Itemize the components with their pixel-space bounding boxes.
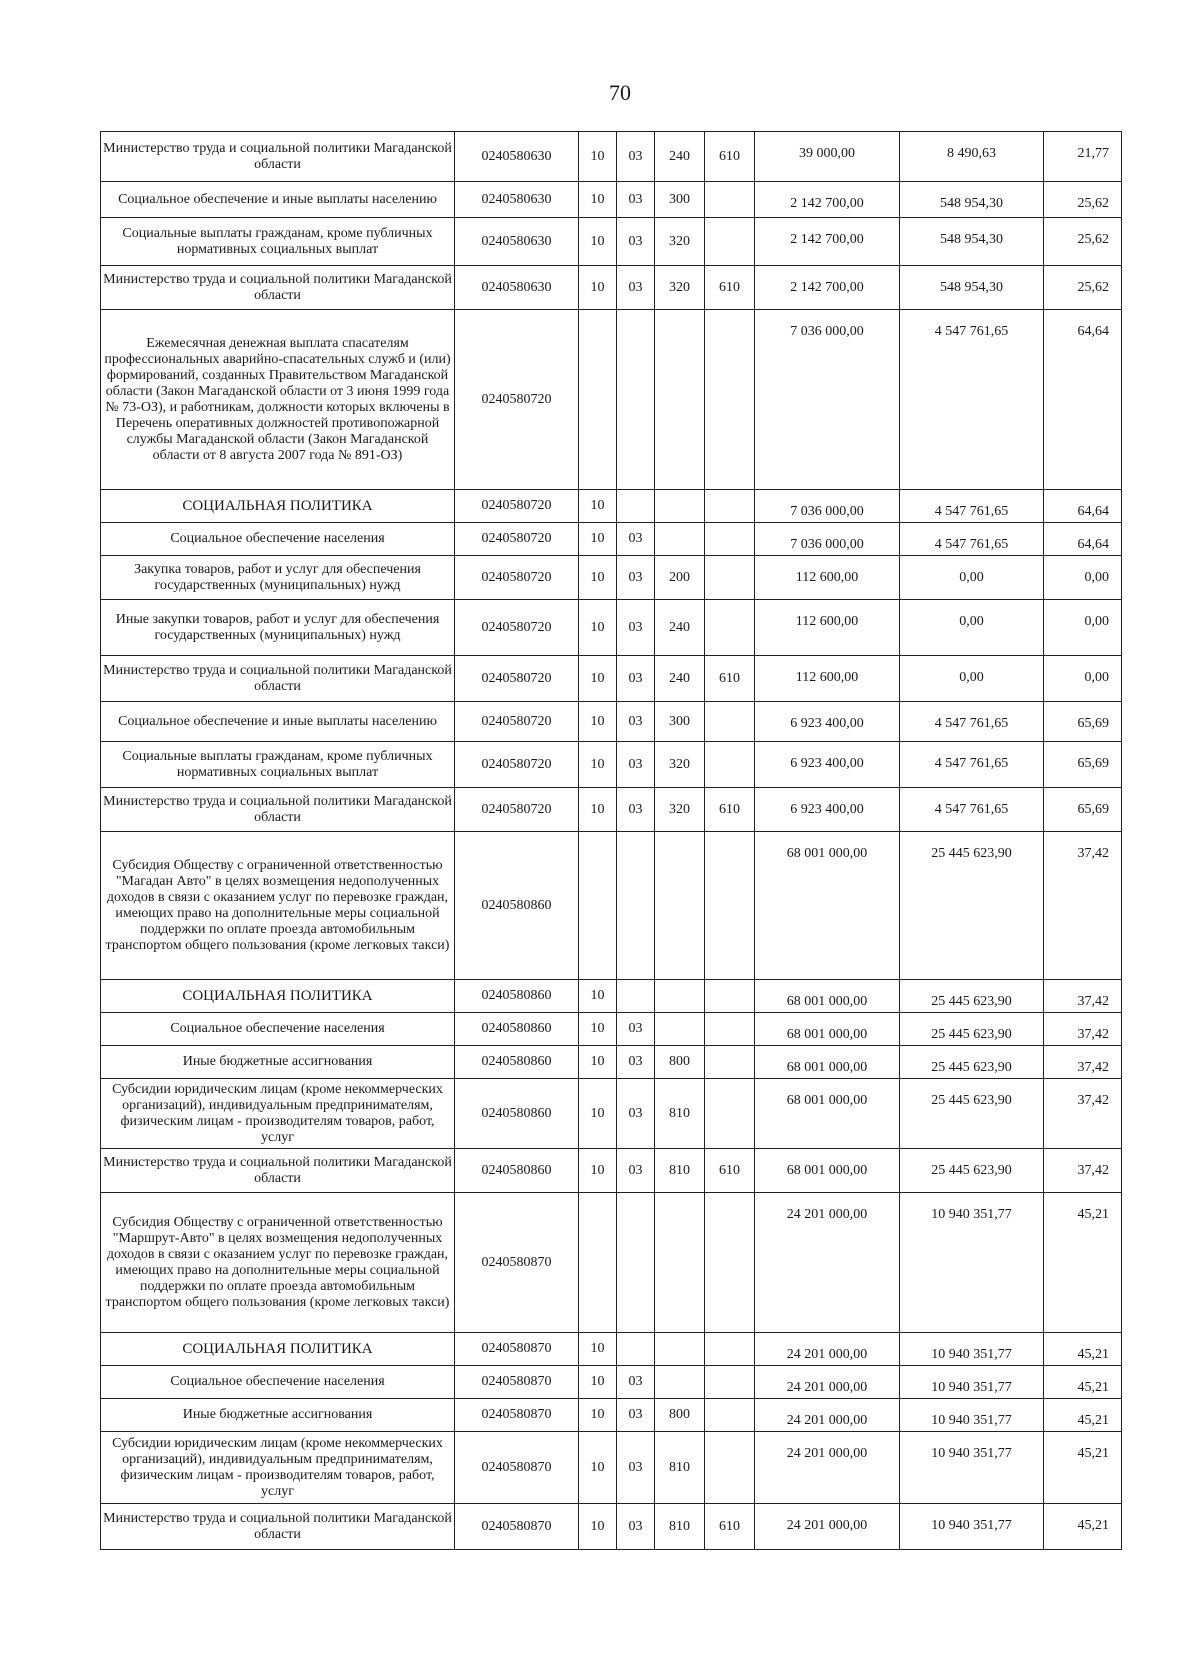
cell-actual-amount: 25 445 623,90 (900, 1013, 1044, 1046)
cell-admin-code (705, 1193, 755, 1333)
cell-execution-percent: 25,62 (1044, 182, 1122, 218)
cell-target-code: 0240580720 (455, 656, 579, 702)
cell-subsection-code: 03 (617, 556, 655, 600)
cell-name: Министерство труда и социальной политики Магаданской области (101, 1504, 455, 1550)
cell-section-code: 10 (579, 1333, 617, 1366)
cell-actual-amount: 4 547 761,65 (900, 490, 1044, 523)
table-row (101, 832, 1122, 980)
cell-target-code: 0240580720 (455, 742, 579, 788)
cell-target-code: 0240580720 (455, 490, 579, 523)
cell-expense-type-code (655, 1193, 705, 1333)
cell-name: Субсидии юридическим лицам (кроме некоммерческих организаций), индивидуальным предпринимателям, физическим лицам - производителям товаров, работ, услуг (101, 1079, 455, 1149)
cell-target-code: 0240580720 (455, 556, 579, 600)
cell-admin-code (705, 1013, 755, 1046)
table-row (101, 1193, 1122, 1333)
cell-name: Социальные выплаты гражданам, кроме публичных нормативных социальных выплат (101, 218, 455, 266)
cell-target-code: 0240580870 (455, 1504, 579, 1550)
cell-admin-code: 610 (705, 1504, 755, 1550)
cell-subsection-code: 03 (617, 788, 655, 832)
cell-subsection-code (617, 832, 655, 980)
cell-execution-percent: 64,64 (1044, 490, 1122, 523)
cell-subsection-code: 03 (617, 266, 655, 310)
table-row (101, 266, 1122, 310)
cell-name: Министерство труда и социальной политики Магаданской области (101, 788, 455, 832)
cell-subsection-code: 03 (617, 1504, 655, 1550)
cell-subsection-code: 03 (617, 1079, 655, 1149)
table-row (101, 182, 1122, 218)
table-body (101, 132, 1122, 1550)
cell-subsection-code: 03 (617, 1046, 655, 1079)
cell-expense-type-code: 320 (655, 742, 705, 788)
cell-actual-amount: 25 445 623,90 (900, 1079, 1044, 1149)
cell-actual-amount: 4 547 761,65 (900, 310, 1044, 490)
cell-expense-type-code: 320 (655, 266, 705, 310)
cell-section-code: 10 (579, 523, 617, 556)
cell-subsection-code: 03 (617, 600, 655, 656)
cell-name: Социальное обеспечение населения (101, 1366, 455, 1399)
cell-expense-type-code: 800 (655, 1399, 705, 1432)
cell-planned-amount: 68 001 000,00 (755, 980, 900, 1013)
cell-expense-type-code: 240 (655, 656, 705, 702)
cell-planned-amount: 24 201 000,00 (755, 1504, 900, 1550)
cell-name: Социальное обеспечение населения (101, 1013, 455, 1046)
cell-planned-amount: 6 923 400,00 (755, 788, 900, 832)
table-row (101, 1399, 1122, 1432)
cell-subsection-code: 03 (617, 742, 655, 788)
cell-name: Министерство труда и социальной политики Магаданской области (101, 1149, 455, 1193)
cell-planned-amount: 68 001 000,00 (755, 1149, 900, 1193)
table-row (101, 490, 1122, 523)
cell-name: Иные бюджетные ассигнования (101, 1399, 455, 1432)
cell-admin-code (705, 1399, 755, 1432)
cell-actual-amount: 10 940 351,77 (900, 1333, 1044, 1366)
cell-actual-amount: 10 940 351,77 (900, 1193, 1044, 1333)
cell-target-code: 0240580860 (455, 980, 579, 1013)
cell-execution-percent: 64,64 (1044, 523, 1122, 556)
cell-target-code: 0240580630 (455, 266, 579, 310)
cell-section-code: 10 (579, 1149, 617, 1193)
cell-execution-percent: 37,42 (1044, 1013, 1122, 1046)
cell-admin-code (705, 490, 755, 523)
cell-target-code: 0240580720 (455, 702, 579, 742)
cell-target-code: 0240580870 (455, 1432, 579, 1504)
cell-planned-amount: 7 036 000,00 (755, 523, 900, 556)
table-row (101, 132, 1122, 182)
cell-section-code (579, 832, 617, 980)
cell-execution-percent: 0,00 (1044, 600, 1122, 656)
cell-name: Субсидия Обществу с ограниченной ответственностью "Маршрут-Авто" в целях возмещения недополученных доходов в связи с оказанием услуг по перевозке граждан, имеющих право на дополнительные меры социальной поддержки по оплате проезда автомобильным транспортом общего пользования (кроме легковых такси) (101, 1193, 455, 1333)
cell-planned-amount: 6 923 400,00 (755, 742, 900, 788)
cell-execution-percent: 45,21 (1044, 1366, 1122, 1399)
cell-section-code: 10 (579, 266, 617, 310)
cell-actual-amount: 25 445 623,90 (900, 1149, 1044, 1193)
cell-subsection-code: 03 (617, 1432, 655, 1504)
table-row (101, 702, 1122, 742)
cell-target-code: 0240580870 (455, 1193, 579, 1333)
cell-expense-type-code (655, 1333, 705, 1366)
cell-section-code: 10 (579, 490, 617, 523)
cell-execution-percent: 25,62 (1044, 266, 1122, 310)
cell-execution-percent: 65,69 (1044, 702, 1122, 742)
cell-target-code: 0240580860 (455, 1046, 579, 1079)
cell-execution-percent: 45,21 (1044, 1432, 1122, 1504)
cell-subsection-code: 03 (617, 218, 655, 266)
cell-section-code: 10 (579, 742, 617, 788)
cell-execution-percent: 64,64 (1044, 310, 1122, 490)
cell-actual-amount: 0,00 (900, 656, 1044, 702)
cell-planned-amount: 68 001 000,00 (755, 1013, 900, 1046)
cell-execution-percent: 45,21 (1044, 1399, 1122, 1432)
cell-target-code: 0240580720 (455, 600, 579, 656)
cell-target-code: 0240580720 (455, 523, 579, 556)
cell-actual-amount: 4 547 761,65 (900, 788, 1044, 832)
cell-admin-code: 610 (705, 1149, 755, 1193)
cell-target-code: 0240580860 (455, 1013, 579, 1046)
cell-target-code: 0240580860 (455, 832, 579, 980)
cell-expense-type-code (655, 310, 705, 490)
cell-admin-code (705, 523, 755, 556)
cell-target-code: 0240580630 (455, 182, 579, 218)
table-row (101, 600, 1122, 656)
cell-section-code: 10 (579, 600, 617, 656)
cell-planned-amount: 112 600,00 (755, 556, 900, 600)
cell-expense-type-code: 240 (655, 132, 705, 182)
page-number: 70 (609, 80, 631, 105)
cell-expense-type-code: 300 (655, 182, 705, 218)
cell-admin-code (705, 310, 755, 490)
cell-actual-amount: 4 547 761,65 (900, 742, 1044, 788)
cell-target-code: 0240580860 (455, 1079, 579, 1149)
cell-name: СОЦИАЛЬНАЯ ПОЛИТИКА (101, 980, 455, 1013)
cell-expense-type-code: 810 (655, 1432, 705, 1504)
cell-name: Закупка товаров, работ и услуг для обеспечения государственных (муниципальных) нужд (101, 556, 455, 600)
cell-execution-percent: 25,62 (1044, 218, 1122, 266)
cell-section-code: 10 (579, 702, 617, 742)
cell-expense-type-code: 200 (655, 556, 705, 600)
cell-name: Социальные выплаты гражданам, кроме публичных нормативных социальных выплат (101, 742, 455, 788)
cell-section-code: 10 (579, 1504, 617, 1550)
cell-execution-percent: 37,42 (1044, 832, 1122, 980)
cell-planned-amount: 68 001 000,00 (755, 832, 900, 980)
cell-planned-amount: 24 201 000,00 (755, 1399, 900, 1432)
cell-name: Иные закупки товаров, работ и услуг для обеспечения государственных (муниципальных) нужд (101, 600, 455, 656)
cell-actual-amount: 25 445 623,90 (900, 1046, 1044, 1079)
cell-section-code: 10 (579, 218, 617, 266)
cell-name: Ежемесячная денежная выплата спасателям профессиональных аварийно-спасательных служб и (или) формирований, созданных Правительством Магаданской области (Закон Магаданской области от 3 июня 1999 года № 73-ОЗ), и работникам, должности которых включены в Перечень оперативных должностей противопожарной службы Магаданской области (Закон Магаданской области от 8 августа 2007 года № 891-ОЗ) (101, 310, 455, 490)
cell-target-code: 0240580720 (455, 310, 579, 490)
cell-expense-type-code (655, 1366, 705, 1399)
cell-subsection-code: 03 (617, 1149, 655, 1193)
cell-name: СОЦИАЛЬНАЯ ПОЛИТИКА (101, 490, 455, 523)
cell-actual-amount: 548 954,30 (900, 182, 1044, 218)
cell-admin-code: 610 (705, 132, 755, 182)
cell-expense-type-code: 320 (655, 218, 705, 266)
cell-actual-amount: 10 940 351,77 (900, 1399, 1044, 1432)
cell-actual-amount: 548 954,30 (900, 218, 1044, 266)
cell-planned-amount: 6 923 400,00 (755, 702, 900, 742)
cell-planned-amount: 2 142 700,00 (755, 218, 900, 266)
cell-planned-amount: 24 201 000,00 (755, 1366, 900, 1399)
cell-expense-type-code: 320 (655, 788, 705, 832)
table-row (101, 556, 1122, 600)
cell-admin-code (705, 702, 755, 742)
table-row (101, 788, 1122, 832)
cell-actual-amount: 0,00 (900, 600, 1044, 656)
cell-expense-type-code: 800 (655, 1046, 705, 1079)
cell-admin-code: 610 (705, 656, 755, 702)
cell-execution-percent: 0,00 (1044, 656, 1122, 702)
cell-section-code: 10 (579, 1366, 617, 1399)
cell-expense-type-code (655, 832, 705, 980)
cell-subsection-code: 03 (617, 1013, 655, 1046)
cell-name: Социальное обеспечение и иные выплаты населению (101, 182, 455, 218)
table-row (101, 1432, 1122, 1504)
cell-subsection-code: 03 (617, 132, 655, 182)
cell-planned-amount: 68 001 000,00 (755, 1079, 900, 1149)
cell-actual-amount: 10 940 351,77 (900, 1504, 1044, 1550)
cell-actual-amount: 8 490,63 (900, 132, 1044, 182)
table-row (101, 980, 1122, 1013)
cell-name: Социальное обеспечение населения (101, 523, 455, 556)
cell-expense-type-code: 810 (655, 1079, 705, 1149)
cell-actual-amount: 25 445 623,90 (900, 980, 1044, 1013)
cell-name: Социальное обеспечение и иные выплаты населению (101, 702, 455, 742)
cell-actual-amount: 10 940 351,77 (900, 1366, 1044, 1399)
cell-execution-percent: 0,00 (1044, 556, 1122, 600)
cell-admin-code (705, 182, 755, 218)
cell-actual-amount: 548 954,30 (900, 266, 1044, 310)
table-row (101, 1149, 1122, 1193)
table-row (101, 1333, 1122, 1366)
cell-expense-type-code: 810 (655, 1149, 705, 1193)
cell-admin-code (705, 556, 755, 600)
cell-planned-amount: 2 142 700,00 (755, 266, 900, 310)
cell-name: Иные бюджетные ассигнования (101, 1046, 455, 1079)
cell-expense-type-code: 240 (655, 600, 705, 656)
cell-section-code (579, 310, 617, 490)
cell-execution-percent: 37,42 (1044, 1046, 1122, 1079)
cell-target-code: 0240580870 (455, 1333, 579, 1366)
cell-section-code: 10 (579, 980, 617, 1013)
table-row (101, 656, 1122, 702)
cell-expense-type-code: 300 (655, 702, 705, 742)
cell-execution-percent: 45,21 (1044, 1333, 1122, 1366)
cell-target-code: 0240580870 (455, 1399, 579, 1432)
cell-actual-amount: 4 547 761,65 (900, 702, 1044, 742)
cell-admin-code (705, 1333, 755, 1366)
cell-admin-code (705, 218, 755, 266)
cell-section-code: 10 (579, 788, 617, 832)
cell-name: Субсидия Обществу с ограниченной ответственностью "Магадан Авто" в целях возмещения недополученных доходов в связи с оказанием услуг по перевозке граждан, имеющих право на дополнительные меры социальной поддержки по оплате проезда автомобильным транспортом общего пользования (кроме легковых такси) (101, 832, 455, 980)
cell-section-code: 10 (579, 656, 617, 702)
cell-section-code: 10 (579, 1432, 617, 1504)
cell-section-code: 10 (579, 1046, 617, 1079)
cell-target-code: 0240580630 (455, 218, 579, 266)
cell-expense-type-code (655, 490, 705, 523)
cell-section-code: 10 (579, 1079, 617, 1149)
cell-name: Министерство труда и социальной политики Магаданской области (101, 266, 455, 310)
table-row (101, 523, 1122, 556)
cell-subsection-code: 03 (617, 1366, 655, 1399)
cell-planned-amount: 7 036 000,00 (755, 490, 900, 523)
cell-admin-code (705, 1366, 755, 1399)
cell-subsection-code: 03 (617, 702, 655, 742)
cell-admin-code (705, 1046, 755, 1079)
cell-admin-code (705, 832, 755, 980)
cell-planned-amount: 39 000,00 (755, 132, 900, 182)
cell-admin-code (705, 980, 755, 1013)
cell-admin-code: 610 (705, 788, 755, 832)
budget-table (100, 131, 1122, 1550)
cell-subsection-code: 03 (617, 656, 655, 702)
cell-admin-code (705, 742, 755, 788)
cell-planned-amount: 7 036 000,00 (755, 310, 900, 490)
cell-subsection-code: 03 (617, 1399, 655, 1432)
table-row (101, 218, 1122, 266)
cell-execution-percent: 37,42 (1044, 1149, 1122, 1193)
table-row (101, 1013, 1122, 1046)
cell-admin-code (705, 1432, 755, 1504)
cell-execution-percent: 37,42 (1044, 980, 1122, 1013)
cell-subsection-code: 03 (617, 523, 655, 556)
cell-execution-percent: 37,42 (1044, 1079, 1122, 1149)
table-row (101, 310, 1122, 490)
cell-planned-amount: 24 201 000,00 (755, 1193, 900, 1333)
cell-section-code: 10 (579, 1013, 617, 1046)
cell-subsection-code (617, 490, 655, 523)
cell-admin-code (705, 1079, 755, 1149)
cell-subsection-code (617, 1333, 655, 1366)
cell-execution-percent: 45,21 (1044, 1193, 1122, 1333)
cell-planned-amount: 112 600,00 (755, 656, 900, 702)
cell-planned-amount: 24 201 000,00 (755, 1432, 900, 1504)
cell-target-code: 0240580870 (455, 1366, 579, 1399)
cell-subsection-code (617, 1193, 655, 1333)
cell-name: Субсидии юридическим лицам (кроме некоммерческих организаций), индивидуальным предпринимателям, физическим лицам - производителям товаров, работ, услуг (101, 1432, 455, 1504)
cell-section-code (579, 1193, 617, 1333)
cell-expense-type-code (655, 523, 705, 556)
cell-execution-percent: 45,21 (1044, 1504, 1122, 1550)
cell-name: Министерство труда и социальной политики Магаданской области (101, 656, 455, 702)
cell-execution-percent: 21,77 (1044, 132, 1122, 182)
cell-execution-percent: 65,69 (1044, 788, 1122, 832)
cell-actual-amount: 0,00 (900, 556, 1044, 600)
cell-subsection-code (617, 980, 655, 1013)
cell-planned-amount: 68 001 000,00 (755, 1046, 900, 1079)
cell-planned-amount: 112 600,00 (755, 600, 900, 656)
cell-execution-percent: 65,69 (1044, 742, 1122, 788)
cell-actual-amount: 25 445 623,90 (900, 832, 1044, 980)
cell-expense-type-code (655, 1013, 705, 1046)
cell-actual-amount: 10 940 351,77 (900, 1432, 1044, 1504)
cell-target-code: 0240580860 (455, 1149, 579, 1193)
cell-section-code: 10 (579, 556, 617, 600)
cell-expense-type-code (655, 980, 705, 1013)
cell-subsection-code (617, 310, 655, 490)
cell-section-code: 10 (579, 182, 617, 218)
cell-target-code: 0240580630 (455, 132, 579, 182)
cell-name: Министерство труда и социальной политики Магаданской области (101, 132, 455, 182)
table-row (101, 1046, 1122, 1079)
cell-target-code: 0240580720 (455, 788, 579, 832)
table-row (101, 742, 1122, 788)
cell-subsection-code: 03 (617, 182, 655, 218)
cell-name: СОЦИАЛЬНАЯ ПОЛИТИКА (101, 1333, 455, 1366)
cell-planned-amount: 24 201 000,00 (755, 1333, 900, 1366)
cell-admin-code (705, 600, 755, 656)
cell-expense-type-code: 810 (655, 1504, 705, 1550)
table-row (101, 1504, 1122, 1550)
table-row (101, 1366, 1122, 1399)
cell-actual-amount: 4 547 761,65 (900, 523, 1044, 556)
cell-section-code: 10 (579, 1399, 617, 1432)
table-row (101, 1079, 1122, 1149)
cell-section-code: 10 (579, 132, 617, 182)
cell-admin-code: 610 (705, 266, 755, 310)
cell-planned-amount: 2 142 700,00 (755, 182, 900, 218)
